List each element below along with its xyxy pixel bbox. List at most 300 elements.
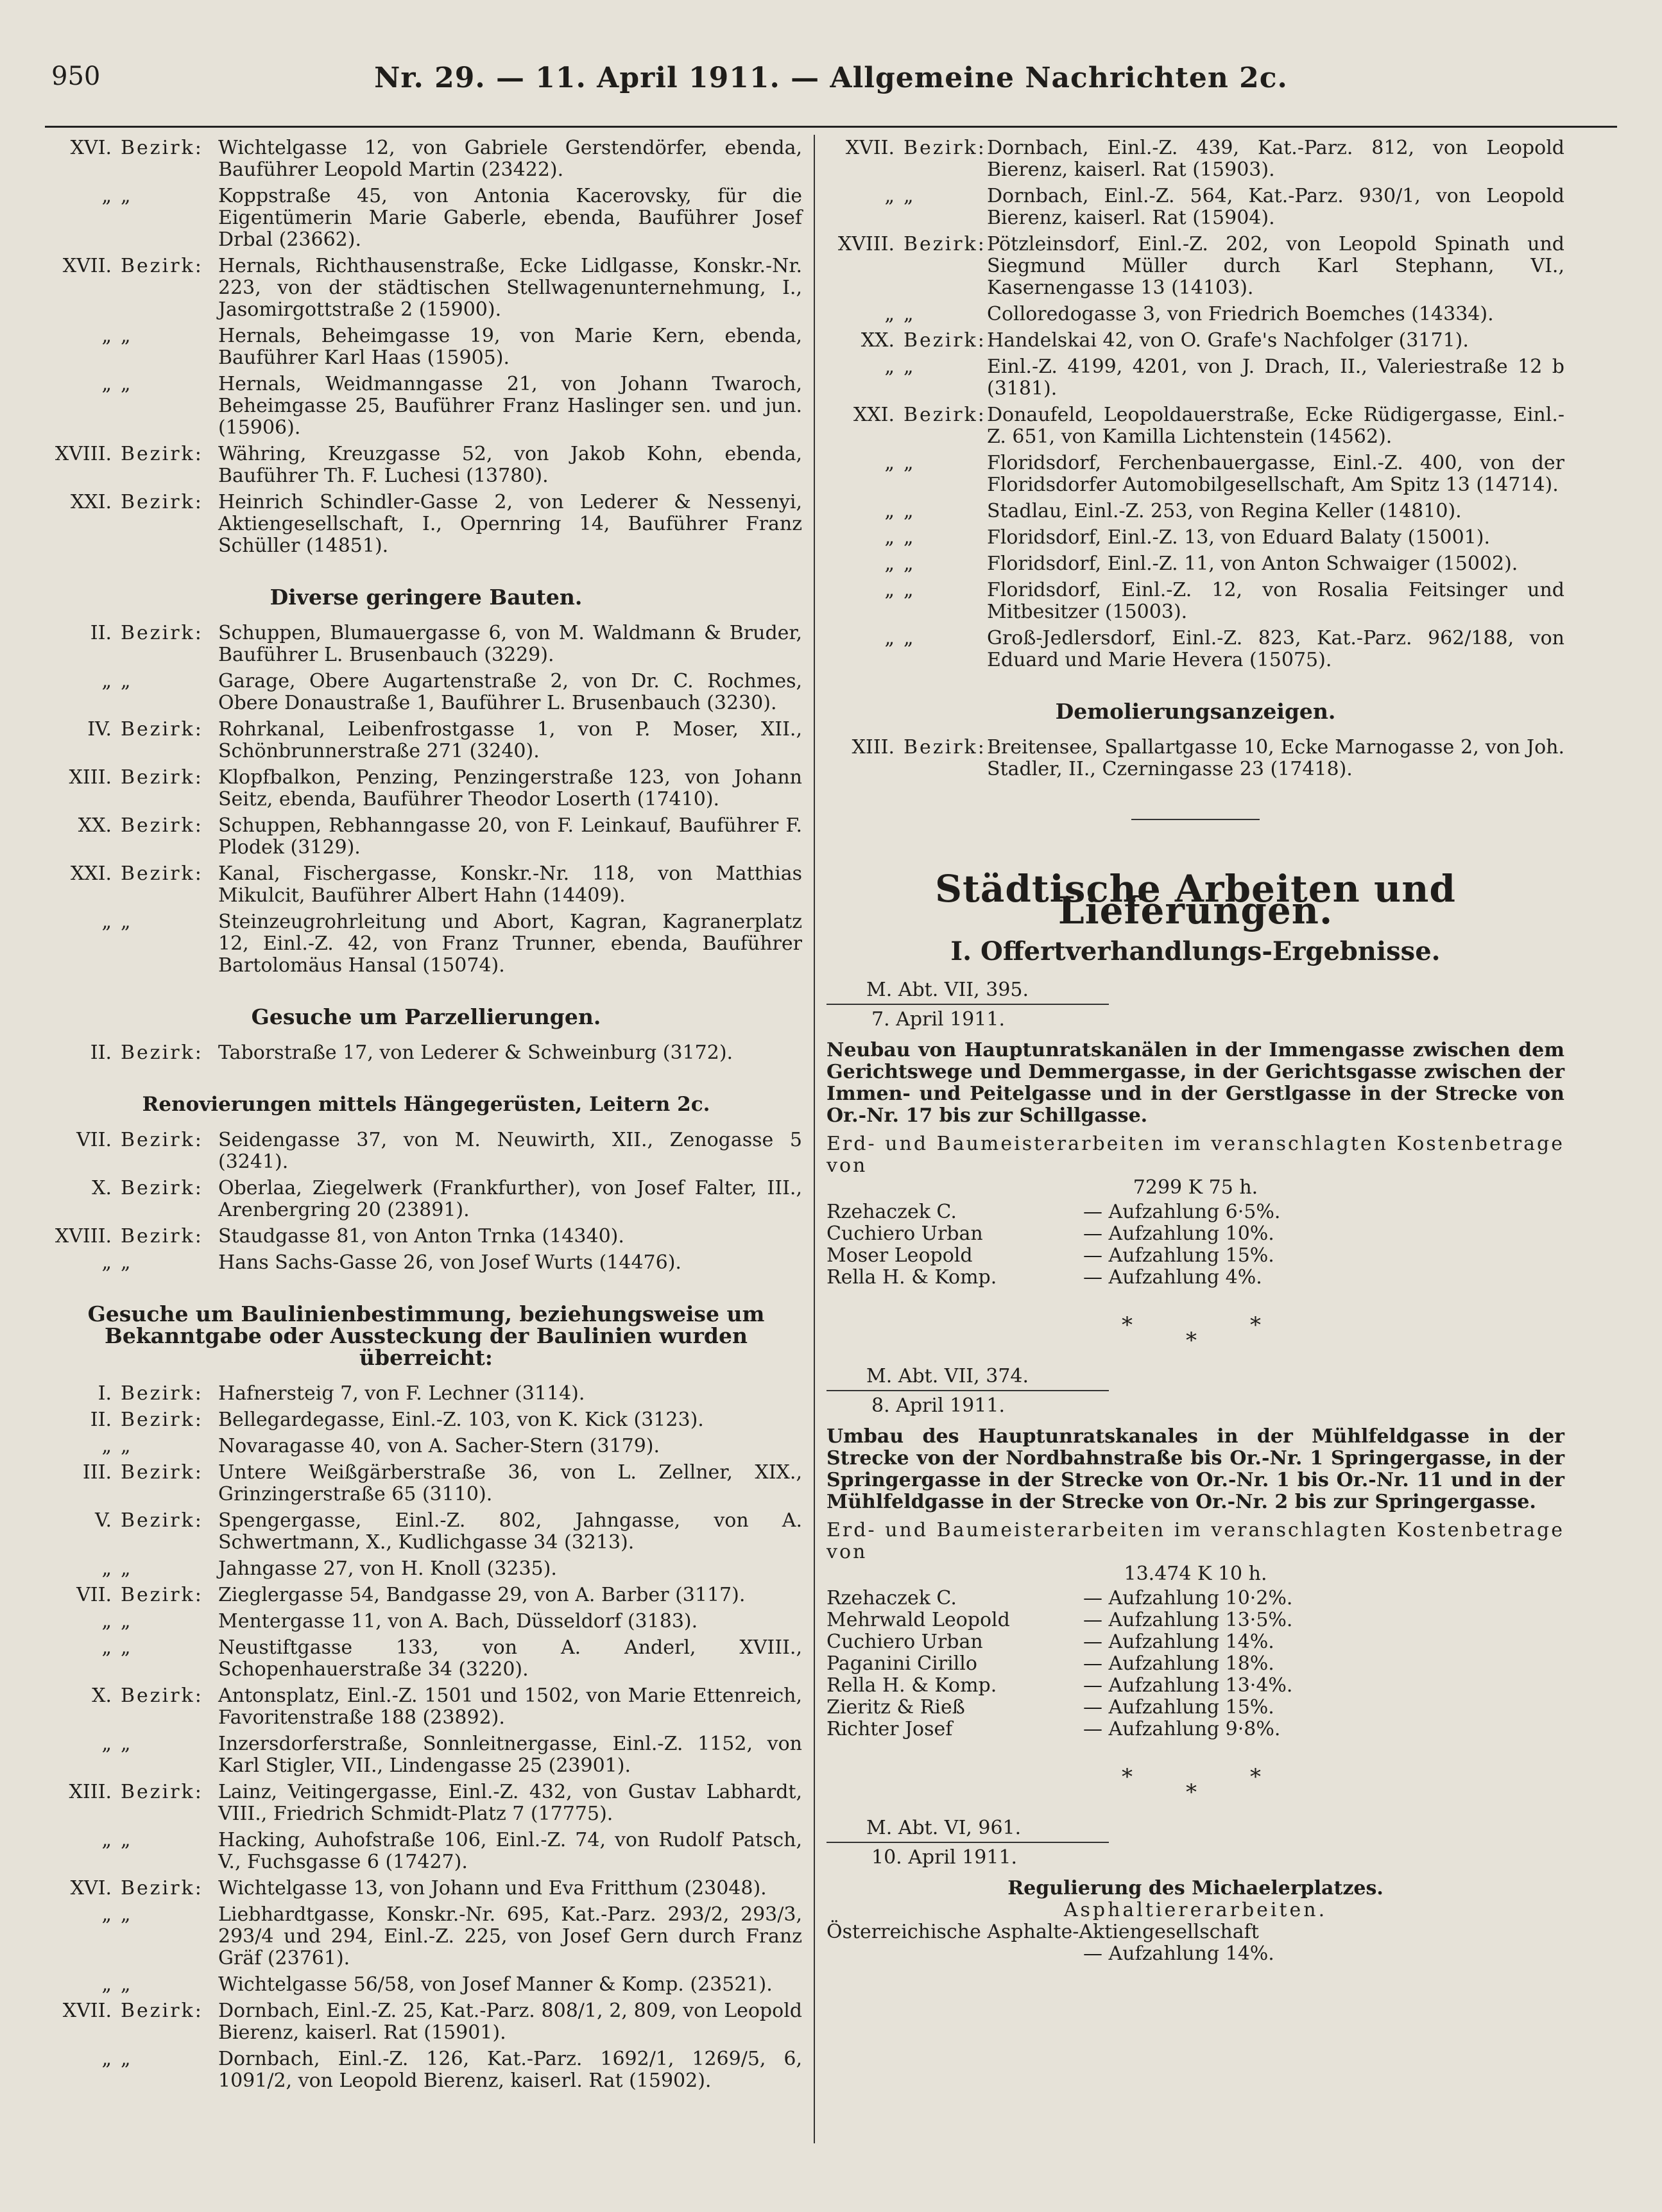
- district-word: „: [904, 185, 916, 207]
- heading-renovierungen: Renovierungen mittels Hängegerüsten, Leitern 2c.: [142, 1093, 710, 1116]
- district-label: [827, 330, 987, 352]
- district-word: „: [121, 373, 133, 395]
- offer-project: Regulierung des Michaelerplatzes.: [1007, 1877, 1384, 1899]
- district-label: [50, 671, 218, 714]
- offer-date: 7. April 1911.: [871, 1008, 1005, 1031]
- list-item: [827, 501, 1564, 522]
- district-number: „: [101, 1435, 112, 1457]
- heading-parzellierungen: Gesuche um Parzellierungen.: [251, 1004, 601, 1029]
- district-number: XXI.: [70, 862, 112, 885]
- entry-text: Wichtelgasse 12, von Gabriele Gerstendörfer, ebenda, Bauführer Leopold Martin (23422).: [218, 137, 802, 181]
- district-word: „: [121, 1610, 133, 1633]
- offer-reference: M. Abt. VII, 395.: [866, 979, 1029, 1001]
- offer-category: Erd- und Baumeisterarbeiten im veranschlagten Kostenbetrage von: [827, 1133, 1564, 1177]
- district-number: „: [884, 627, 895, 649]
- district-number: „: [884, 185, 895, 207]
- district-number: XVI.: [70, 137, 112, 159]
- left-entries-parzellierungen: [50, 1042, 802, 1064]
- district-number: „: [101, 1610, 112, 1633]
- page-number: 950: [51, 62, 101, 91]
- entry-text: Koppstraße 45, von Antonia Kacerovsky, für die Eigentümerin Marie Gaberle, ebenda, Bauführer Josef Drbal (23662).: [218, 185, 802, 251]
- district-label: [50, 1042, 218, 1064]
- entry-text: Einl.-Z. 4199, 4201, von J. Drach, II., Valeriestraße 12 b (3181).: [987, 356, 1564, 400]
- district-number: „: [101, 325, 112, 347]
- list-item: [50, 1558, 802, 1580]
- district-label: [827, 304, 987, 325]
- bid-value: — Aufzahlung 10·2%.: [1083, 1587, 1293, 1609]
- district-number: XXI.: [853, 404, 895, 426]
- entry-text: Pötzleinsdorf, Einl.-Z. 202, von Leopold Spinath und Siegmund Müller durch Karl Stephann, VI., Kasernengasse 13 (14103).: [987, 233, 1564, 299]
- bid-row: [827, 1697, 1564, 1719]
- list-item: [50, 863, 802, 907]
- district-word: „: [121, 1636, 133, 1659]
- entry-text: Floridsdorf, Ferchenbauergasse, Einl.-Z. 400, von der Floridsdorfer Automobilgesellschaft, Am Spitz 13 (14714).: [987, 452, 1564, 496]
- list-item: [50, 1904, 802, 1969]
- district-word: Bezirk:: [121, 1129, 203, 1151]
- district-label: [50, 443, 218, 487]
- page-header: [0, 62, 1662, 107]
- district-number: „: [884, 579, 895, 601]
- district-word: Bezirk:: [121, 1584, 203, 1606]
- bid-value: — Aufzahlung 6·5%.: [1083, 1201, 1281, 1223]
- list-item: [50, 1510, 802, 1554]
- offer-block: [827, 979, 1564, 1289]
- list-item: [50, 255, 802, 321]
- entry-text: Kanal, Fischergasse, Konskr.-Nr. 118, von Matthias Mikulcit, Bauführer Albert Hahn (14409).: [218, 862, 802, 907]
- district-number: X.: [92, 1177, 112, 1199]
- entry-text: Floridsdorf, Einl.-Z. 11, von Anton Schwaiger (15002).: [987, 553, 1518, 575]
- district-label: [50, 863, 218, 907]
- bidder-name: Rella H. & Komp.: [827, 1674, 997, 1697]
- list-item: [50, 1436, 802, 1457]
- list-item: [50, 1830, 802, 1873]
- offer-category: Asphaltiererarbeiten.: [1063, 1899, 1328, 1921]
- entry-text: Schuppen, Blumauergasse 6, von M. Waldmann & Bruder, Bauführer L. Brusenbauch (3229).: [218, 622, 802, 666]
- separator-star: *: [1122, 1312, 1133, 1338]
- header-title: Nr. 29. — 11. April 1911. — Allgemeine Nachrichten 2c.: [374, 62, 1288, 94]
- list-item: [50, 1462, 802, 1505]
- entry-text: Staudgasse 81, von Anton Trnka (14340).: [218, 1225, 624, 1247]
- district-number: XXI.: [70, 491, 112, 513]
- district-number: „: [884, 526, 895, 549]
- district-number: XIII.: [69, 1781, 112, 1803]
- list-item: [50, 1685, 802, 1729]
- heading-demolierung: Demolierungsanzeigen.: [1055, 699, 1336, 724]
- list-item: [827, 527, 1564, 549]
- district-number: VII.: [76, 1584, 112, 1606]
- district-label: [50, 185, 218, 251]
- district-word: Bezirk:: [121, 2000, 203, 2022]
- district-label: [50, 492, 218, 557]
- entry-text: Heinrich Schindler-Gasse 2, von Lederer & Nessenyi, Aktiengesellschaft, I., Opernring 14, Bauführer Franz Schüller (14851).: [218, 491, 802, 557]
- list-item: [827, 185, 1564, 229]
- star-separator: [827, 1766, 1564, 1805]
- district-label: [50, 1733, 218, 1777]
- district-number: „: [884, 356, 895, 378]
- list-item: [50, 1611, 802, 1633]
- entry-text: Hernals, Richthausenstraße, Ecke Lidlgasse, Konskr.-Nr. 223, von der städtischen Stellwagenunternehmung, I., Jasomirgottstraße 2 (15900).: [218, 255, 802, 321]
- entry-text: Hernals, Weidmanngasse 21, von Johann Twaroch, Beheimgasse 25, Bauführer Franz Haslinger sen. und jun. (15906).: [218, 373, 802, 439]
- district-number: I.: [98, 1382, 112, 1405]
- district-label: [827, 737, 987, 780]
- entry-text: Hernals, Beheimgasse 19, von Marie Kern, ebenda, Bauführer Karl Haas (15905).: [218, 325, 802, 369]
- entry-text: Währing, Kreuzgasse 52, von Jakob Kohn, ebenda, Bauführer Th. F. Luchesi (13780).: [218, 443, 802, 487]
- district-number: „: [101, 1557, 112, 1580]
- entry-text: Schuppen, Rebhanngasse 20, von F. Leinkauf, Bauführer F. Plodek (3129).: [218, 814, 802, 859]
- section-rule: [1131, 819, 1260, 820]
- right-entries-demolierung: [827, 737, 1564, 780]
- list-item: [50, 2000, 802, 2044]
- district-label: [50, 1611, 218, 1633]
- district-number: „: [101, 1973, 112, 1996]
- district-label: [50, 1178, 218, 1221]
- district-label: [827, 553, 987, 575]
- offer-category: Erd- und Baumeisterarbeiten im veranschlagten Kostenbetrage von: [827, 1519, 1564, 1563]
- district-word: „: [121, 1903, 133, 1926]
- district-number: XVI.: [70, 1877, 112, 1899]
- list-item: [50, 325, 802, 369]
- list-item: [50, 719, 802, 762]
- entry-text: Novaragasse 40, von A. Sacher-Stern (3179).: [218, 1435, 660, 1457]
- entry-text: Taborstraße 17, von Lederer & Schweinburg (3172).: [218, 1042, 733, 1064]
- entry-text: Steinzeugrohrleitung und Abort, Kagran, Kagranerplatz 12, Einl.-Z. 42, von Franz Trunner, ebenda, Bauführer Bartolomäus Hansal (15074).: [218, 911, 802, 977]
- separator-star: *: [1250, 1312, 1261, 1338]
- list-item: [827, 452, 1564, 496]
- entry-text: Breitensee, Spallartgasse 10, Ecke Marnogasse 2, von Joh. Stadler, II., Czerningasse 23 (17418).: [987, 736, 1564, 780]
- list-item: [50, 1637, 802, 1681]
- star-separator: [827, 1314, 1564, 1353]
- bid-value: — Aufzahlung 15%.: [1083, 1244, 1274, 1267]
- entry-text: Liebhardtgasse, Konskr.-Nr. 695, Kat.-Parz. 293/2, 293/3, 293/4 und 294, Einl.-Z. 225, von Josef Gern durch Franz Gräf (23761).: [218, 1903, 802, 1969]
- entry-text: Rohrkanal, Leibenfrostgasse 1, von P. Moser, XII., Schönbrunnerstraße 271 (3240).: [218, 718, 802, 762]
- district-label: [827, 579, 987, 623]
- entry-text: Oberlaa, Ziegelwerk (Frankfurther), von Josef Falter, III., Arenbergring 20 (23891).: [218, 1177, 802, 1221]
- district-number: „: [101, 670, 112, 692]
- district-word: Bezirk:: [121, 1382, 203, 1405]
- list-item: [827, 628, 1564, 671]
- district-label: [827, 527, 987, 549]
- district-word: „: [121, 670, 133, 692]
- bid-list: [827, 1588, 1564, 1740]
- bid-list: [827, 1201, 1564, 1289]
- list-item: [50, 137, 802, 181]
- district-label: [50, 255, 218, 321]
- entry-text: Hafnersteig 7, von F. Lechner (3114).: [218, 1382, 585, 1405]
- reference-rule: [827, 1390, 1109, 1391]
- entry-text: Donaufeld, Leopoldauerstraße, Ecke Rüdigergasse, Einl.-Z. 651, von Kamilla Lichtenstein (14562).: [987, 404, 1564, 448]
- district-word: Bezirk:: [121, 1781, 203, 1803]
- district-label: [50, 373, 218, 439]
- district-label: [50, 767, 218, 810]
- entry-text: Neustiftgasse 133, von A. Anderl, XVIII., Schopenhauerstraße 34 (3220).: [218, 1636, 802, 1681]
- district-word: Bezirk:: [121, 137, 203, 159]
- entry-text: Garage, Obere Augartenstraße 2, von Dr. C. Rochmes, Obere Donaustraße 1, Bauführer L. Brusenbauch (3230).: [218, 670, 802, 714]
- bid-row: [827, 1609, 1564, 1631]
- list-item: [50, 1252, 802, 1274]
- separator-star: *: [1186, 1779, 1197, 1805]
- entry-text: Floridsdorf, Einl.-Z. 13, von Eduard Balaty (15001).: [987, 526, 1491, 549]
- district-label: [50, 1383, 218, 1405]
- district-label: [50, 1129, 218, 1173]
- reference-rule: [827, 1004, 1109, 1005]
- district-word: „: [121, 1251, 133, 1274]
- entry-text: Jahngasse 27, von H. Knoll (3235).: [218, 1557, 557, 1580]
- district-label: [50, 622, 218, 666]
- district-label: [827, 404, 987, 448]
- bid-row: [827, 1588, 1564, 1609]
- district-word: Bezirk:: [121, 718, 203, 741]
- entry-text: Floridsdorf, Einl.-Z. 12, von Rosalia Feitsinger und Mitbesitzer (15003).: [987, 579, 1564, 623]
- list-item: [50, 1042, 802, 1064]
- offer-reference: M. Abt. VI, 961.: [866, 1817, 1022, 1839]
- list-item: [50, 1584, 802, 1606]
- entry-text: Inzersdorferstraße, Sonnleitnergasse, Einl.-Z. 1152, von Karl Stigler, VII., Lindengasse 25 (23901).: [218, 1733, 802, 1777]
- district-word: Bezirk:: [121, 1685, 203, 1707]
- district-word: „: [904, 452, 916, 474]
- reference-rule: [827, 1842, 1109, 1843]
- left-column: [50, 137, 802, 2096]
- district-number: XVII.: [62, 255, 112, 277]
- list-item: [827, 304, 1564, 325]
- offer-project: Umbau des Hauptunratskanales in der Mühlfeldgasse in der Strecke von der Nordbahnstraße bis Or.-Nr. 1 Springergasse, in der Springergasse in der Strecke von Or.-Nr. 1 bis Or.-Nr. 11 und in der Mühlfeldgasse in der Strecke von Or.-Nr. 2 bis zur Springergasse.: [827, 1425, 1564, 1513]
- list-item: [50, 1781, 802, 1825]
- bidder-name: Cuchiero Urban: [827, 1222, 983, 1245]
- list-item: [50, 1878, 802, 1899]
- district-word: „: [904, 303, 916, 325]
- header-rule: [45, 126, 1617, 128]
- district-word: Bezirk:: [121, 1509, 203, 1532]
- district-number: „: [101, 1636, 112, 1659]
- district-word: „: [904, 356, 916, 378]
- bid-value: — Aufzahlung 18%.: [1083, 1652, 1274, 1675]
- district-label: [827, 501, 987, 522]
- district-word: „: [121, 1435, 133, 1457]
- list-item: [827, 579, 1564, 623]
- district-word: Bezirk:: [904, 329, 986, 352]
- district-label: [50, 1685, 218, 1729]
- offer-block: [827, 1366, 1564, 1740]
- district-label: [50, 1510, 218, 1554]
- entry-text: Dornbach, Einl.-Z. 25, Kat.-Parz. 808/1, 2, 809, von Leopold Bierenz, kaiserl. Rat (15901).: [218, 2000, 802, 2044]
- bidder-name: Rzehaczek C.: [827, 1587, 957, 1609]
- district-number: „: [101, 1903, 112, 1926]
- district-number: II.: [90, 1409, 112, 1431]
- district-word: Bezirk:: [121, 1225, 203, 1247]
- district-word: Bezirk:: [121, 766, 203, 789]
- list-item: [50, 185, 802, 251]
- list-item: [50, 815, 802, 859]
- district-number: „: [884, 452, 895, 474]
- district-number: VII.: [76, 1129, 112, 1151]
- district-word: Bezirk:: [121, 862, 203, 885]
- bid-value: — Aufzahlung 15%.: [1083, 1696, 1274, 1719]
- district-label: [50, 815, 218, 859]
- list-item: [50, 911, 802, 977]
- bidder-name: Rzehaczek C.: [827, 1201, 957, 1223]
- list-item: [50, 1178, 802, 1221]
- district-number: „: [101, 1251, 112, 1274]
- district-number: „: [101, 2048, 112, 2070]
- district-word: Bezirk:: [121, 1042, 203, 1064]
- entry-text: Groß-Jedlersdorf, Einl.-Z. 823, Kat.-Parz. 962/188, von Eduard und Marie Hevera (15075).: [987, 627, 1564, 671]
- entry-text: Mentergasse 11, von A. Bach, Düsseldorf (3183).: [218, 1610, 698, 1633]
- left-entries-renovierungen: [50, 1129, 802, 1274]
- district-word: Bezirk:: [904, 736, 986, 759]
- district-number: „: [101, 911, 112, 933]
- district-word: Bezirk:: [121, 1409, 203, 1431]
- district-label: [50, 1974, 218, 1996]
- district-label: [827, 452, 987, 496]
- district-word: „: [121, 1829, 133, 1851]
- district-label: [50, 2000, 218, 2044]
- list-item: [827, 330, 1564, 352]
- entry-text: Zieglergasse 54, Bandgasse 29, von A. Barber (3117).: [218, 1584, 746, 1606]
- district-number: „: [101, 373, 112, 395]
- bid-row: [827, 1245, 1564, 1267]
- list-item: [50, 1129, 802, 1173]
- list-item: [827, 737, 1564, 780]
- district-label: [50, 1462, 218, 1505]
- district-word: Bezirk:: [904, 233, 986, 255]
- list-item: [50, 1974, 802, 1996]
- district-label: [50, 1436, 218, 1457]
- district-label: [50, 1409, 218, 1431]
- list-item: [50, 1733, 802, 1777]
- bid-row: [827, 1223, 1564, 1245]
- district-word: Bezirk:: [121, 491, 203, 513]
- list-item: [50, 767, 802, 810]
- district-number: XX.: [78, 814, 112, 837]
- district-number: III.: [82, 1461, 112, 1484]
- district-word: „: [121, 2048, 133, 2070]
- district-label: [50, 911, 218, 977]
- offer-bidder: Österreichische Asphalte-Aktiengesellschaft: [827, 1921, 1259, 1943]
- right-entries-permits: [827, 137, 1564, 671]
- district-word: „: [904, 553, 916, 575]
- bid-row: [827, 1653, 1564, 1675]
- offer-bid-value: — Aufzahlung 14%.: [1083, 1942, 1274, 1965]
- district-number: XX.: [861, 329, 895, 352]
- district-label: [827, 234, 987, 299]
- district-label: [827, 628, 987, 671]
- bidder-name: Paganini Cirillo: [827, 1652, 977, 1675]
- district-number: „: [101, 1733, 112, 1755]
- bid-value: — Aufzahlung 9·8%.: [1083, 1718, 1281, 1740]
- entry-text: Colloredogasse 3, von Friedrich Boemches (14334).: [987, 303, 1494, 325]
- district-label: [50, 1637, 218, 1681]
- district-word: Bezirk:: [121, 1877, 203, 1899]
- list-item: [827, 356, 1564, 400]
- bid-value: — Aufzahlung 13·4%.: [1083, 1674, 1293, 1697]
- entry-text: Wichtelgasse 13, von Johann und Eva Fritthum (23048).: [218, 1877, 767, 1899]
- district-number: „: [101, 1829, 112, 1851]
- entry-text: Stadlau, Einl.-Z. 253, von Regina Keller (14810).: [987, 500, 1462, 522]
- entry-text: Hans Sachs-Gasse 26, von Josef Wurts (14476).: [218, 1251, 681, 1274]
- district-word: „: [121, 1973, 133, 1996]
- district-number: V.: [95, 1509, 112, 1532]
- list-item: [50, 1226, 802, 1247]
- district-label: [50, 137, 218, 181]
- entry-text: Lainz, Veitingergasse, Einl.-Z. 432, von Gustav Labhardt, VIII., Friedrich Schmidt-Platz 7 (17775).: [218, 1781, 802, 1825]
- heading-baulinien: Gesuche um Baulinienbestimmung, beziehungsweise um Bekanntgabe oder Aussteckung der Baulinien wurden überreicht:: [87, 1301, 765, 1370]
- list-item: [50, 443, 802, 487]
- list-item: [50, 2048, 802, 2092]
- left-entries-diverse: [50, 622, 802, 977]
- heading-offertverhandlung: I. Offertverhandlungs-Ergebnisse.: [950, 936, 1441, 966]
- district-label: [50, 1252, 218, 1274]
- district-number: XVIII.: [55, 1225, 112, 1247]
- entry-text: Dornbach, Einl.-Z. 126, Kat.-Parz. 1692/1, 1269/5, 6, 1091/2, von Leopold Bierenz, kaiserl. Rat (15902).: [218, 2048, 802, 2092]
- district-number: X.: [92, 1685, 112, 1707]
- district-label: [50, 325, 218, 369]
- list-item: [50, 492, 802, 557]
- bidder-name: Mehrwald Leopold: [827, 1609, 1010, 1631]
- district-label: [50, 1878, 218, 1899]
- district-label: [827, 356, 987, 400]
- list-item: [50, 622, 802, 666]
- column-divider: [814, 135, 815, 2143]
- district-word: Bezirk:: [904, 137, 986, 159]
- separator-star: *: [1186, 1328, 1197, 1353]
- offer-reference: M. Abt. VII, 374.: [866, 1365, 1029, 1387]
- entry-text: Klopfbalkon, Penzing, Penzingerstraße 123, von Johann Seitz, ebenda, Bauführer Theodor Loserth (17410).: [218, 766, 802, 810]
- district-label: [50, 719, 218, 762]
- bidder-name: Cuchiero Urban: [827, 1631, 983, 1653]
- bid-value: — Aufzahlung 14%.: [1083, 1631, 1274, 1653]
- district-word: „: [904, 526, 916, 549]
- entry-text: Hacking, Auhofstraße 106, Einl.-Z. 74, von Rudolf Patsch, V., Fuchsgasse 6 (17427).: [218, 1829, 802, 1873]
- bidder-name: Richter Josef: [827, 1718, 953, 1740]
- bid-value: — Aufzahlung 4%.: [1083, 1266, 1262, 1289]
- bid-value: — Aufzahlung 13·5%.: [1083, 1609, 1293, 1631]
- bid-row: [827, 1719, 1564, 1740]
- district-word: „: [904, 500, 916, 522]
- district-word: „: [121, 1557, 133, 1580]
- district-number: XVIII.: [55, 443, 112, 465]
- bid-row: [827, 1267, 1564, 1289]
- bid-value: — Aufzahlung 10%.: [1083, 1222, 1274, 1245]
- separator-star: *: [1122, 1764, 1133, 1790]
- district-label: [50, 1904, 218, 1969]
- district-number: „: [101, 185, 112, 207]
- district-word: Bezirk:: [121, 1177, 203, 1199]
- district-word: „: [121, 185, 133, 207]
- district-number: „: [884, 500, 895, 522]
- bid-row: [827, 1631, 1564, 1653]
- bid-row: [827, 1201, 1564, 1223]
- district-number: XVII.: [845, 137, 895, 159]
- entry-text: Seidengasse 37, von M. Neuwirth, XII., Zenogasse 5 (3241).: [218, 1129, 802, 1173]
- entry-text: Untere Weißgärberstraße 36, von L. Zellner, XIX., Grinzingerstraße 65 (3110).: [218, 1461, 802, 1505]
- offer-date: 10. April 1911.: [871, 1846, 1018, 1869]
- list-item: [50, 373, 802, 439]
- district-number: „: [884, 303, 895, 325]
- entry-text: Spengergasse, Einl.-Z. 802, Jahngasse, von A. Schwertmann, X., Kudlichgasse 34 (3213).: [218, 1509, 802, 1554]
- heading-diverse-bauten: Diverse geringere Bauten.: [270, 585, 583, 610]
- district-number: II.: [90, 1042, 112, 1064]
- district-number: IV.: [87, 718, 112, 741]
- separator-star: *: [1250, 1764, 1261, 1790]
- right-column: [827, 137, 1564, 1965]
- list-item: [50, 1383, 802, 1405]
- district-label: [50, 1558, 218, 1580]
- district-label: [50, 1781, 218, 1825]
- district-label: [50, 1584, 218, 1606]
- district-number: XIII.: [852, 736, 895, 759]
- list-item: [827, 137, 1564, 181]
- district-word: Bezirk:: [121, 255, 203, 277]
- district-word: Bezirk:: [121, 622, 203, 644]
